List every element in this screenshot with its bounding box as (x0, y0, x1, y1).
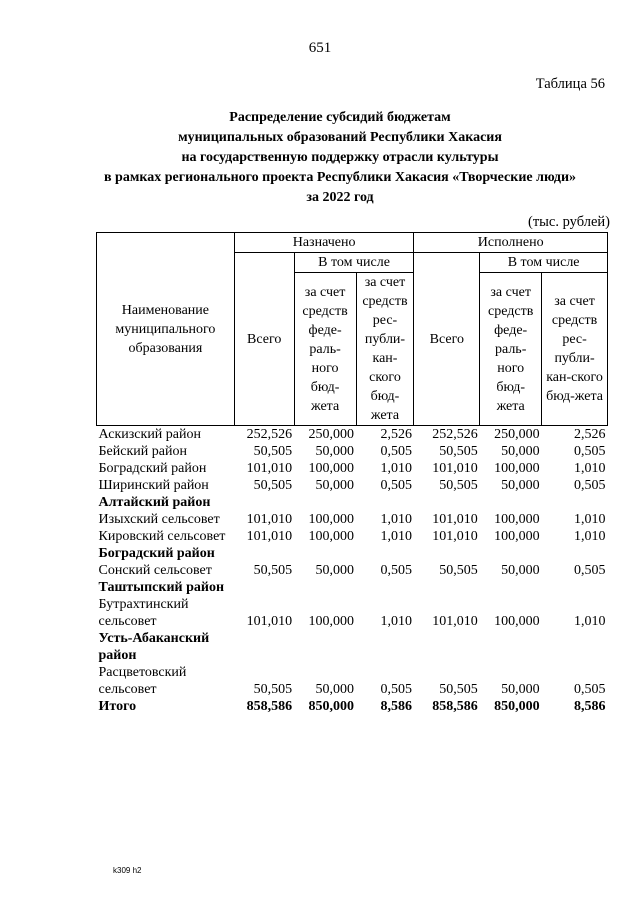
cell-empty (542, 494, 608, 511)
cell-e-rep: 8,586 (574, 699, 606, 714)
cell-a-rep: 2,526 (380, 427, 412, 442)
cell-e-rep: 0,505 (574, 563, 606, 578)
header-executed-including: В том числе (480, 253, 608, 273)
cell-name: Сонский сельсовет (98, 563, 212, 578)
cell-a-fed: 50,000 (315, 444, 355, 459)
cell-a-total: 858,586 (246, 699, 293, 714)
cell-a-rep: 0,505 (380, 478, 412, 493)
cell-empty (234, 545, 294, 562)
header-executed-federal: за счет средств феде-раль-ного бюд-жета (480, 273, 542, 426)
units-label: (тыс. рублей) (528, 214, 610, 230)
cell-e-fed: 50,000 (501, 478, 540, 493)
cell-empty (480, 579, 542, 596)
cell-empty (542, 545, 608, 562)
header-assigned-republic: за счет средств рес-публи-кан-ского бюд-жета (356, 273, 414, 426)
cell-name: Усть-Абаканский район (98, 631, 210, 663)
cell-a-total: 101,010 (246, 461, 293, 476)
cell-a-rep: 1,010 (380, 529, 412, 544)
cell-e-total: 101,010 (432, 529, 478, 544)
cell-e-total: 101,010 (432, 512, 478, 527)
cell-a-fed: 50,000 (315, 478, 355, 493)
cell-e-rep: 1,010 (574, 614, 606, 629)
cell-a-total: 50,505 (253, 444, 293, 459)
cell-name: Изыхский сельсовет (98, 512, 220, 527)
cell-a-total: 50,505 (253, 682, 293, 697)
header-assigned: Назначено (234, 233, 414, 253)
table-row (97, 426, 608, 444)
cell-e-rep: 0,505 (574, 682, 606, 697)
cell-a-rep: 1,010 (380, 614, 412, 629)
cell-empty (234, 579, 294, 596)
cell-a-total: 101,010 (246, 529, 293, 544)
cell-empty (356, 630, 414, 664)
cell-e-rep: 2,526 (574, 427, 606, 442)
cell-name: Аскизский район (98, 427, 201, 442)
cell-a-rep: 0,505 (380, 444, 412, 459)
cell-a-total: 101,010 (246, 512, 293, 527)
cell-a-total: 252,526 (246, 427, 293, 442)
group-row (97, 494, 608, 511)
cell-empty (234, 494, 294, 511)
header-name: Наименование муниципального образования (97, 233, 235, 426)
cell-a-fed: 250,000 (308, 427, 355, 442)
cell-name: Кировский сельсовет (98, 529, 226, 544)
cell-name: Бутрахтинский сельсовет (98, 597, 189, 629)
cell-e-total: 50,505 (439, 682, 478, 697)
cell-e-total: 50,505 (439, 563, 478, 578)
table-row (97, 460, 608, 477)
header-assigned-including: В том числе (294, 253, 414, 273)
title-line: муниципальных образований Республики Хакасия (178, 130, 502, 145)
cell-name: Бейский район (98, 444, 187, 459)
cell-e-total: 50,505 (439, 444, 478, 459)
title-line: Распределение субсидий бюджетам (229, 110, 451, 125)
cell-empty (414, 630, 480, 664)
cell-e-rep: 0,505 (574, 444, 606, 459)
total-row (97, 698, 608, 715)
cell-empty (294, 545, 356, 562)
cell-e-rep: 1,010 (574, 512, 606, 527)
table-row (97, 664, 608, 698)
cell-empty (356, 579, 414, 596)
table-row (97, 477, 608, 494)
header-assigned-total: Всего (234, 253, 294, 426)
cell-e-fed: 850,000 (494, 699, 540, 714)
table-row (97, 528, 608, 545)
cell-a-rep: 0,505 (380, 563, 412, 578)
cell-e-total: 858,586 (432, 699, 478, 714)
cell-e-total: 50,505 (439, 478, 478, 493)
cell-e-fed: 100,000 (494, 512, 540, 527)
table-row (97, 443, 608, 460)
title-line: за 2022 год (306, 190, 374, 205)
cell-e-total: 101,010 (432, 614, 478, 629)
cell-name: Ширинский район (98, 478, 209, 493)
group-row (97, 579, 608, 596)
title-line: на государственную поддержку отрасли культуры (181, 150, 499, 165)
cell-a-fed: 50,000 (315, 682, 355, 697)
cell-e-total: 252,526 (432, 427, 478, 442)
cell-e-total: 101,010 (432, 461, 478, 476)
cell-a-fed: 100,000 (308, 529, 355, 544)
title-line: в рамках регионального проекта Республики Хакасия «Творческие люди» (103, 170, 577, 185)
footer-code: k309 h2 (113, 866, 142, 875)
cell-empty (356, 494, 414, 511)
header-assigned-federal: за счет средств феде-раль-ного бюд-жета (294, 273, 356, 426)
cell-empty (414, 579, 480, 596)
group-row (97, 630, 608, 664)
cell-name: Итого (98, 699, 137, 714)
cell-a-total: 101,010 (246, 614, 293, 629)
cell-e-fed: 100,000 (494, 614, 540, 629)
cell-empty (480, 630, 542, 664)
cell-name: Расцветовский сельсовет (98, 665, 187, 697)
cell-e-fed: 100,000 (494, 529, 540, 544)
table-row (97, 562, 608, 579)
cell-e-fed: 50,000 (501, 444, 540, 459)
cell-a-fed: 100,000 (308, 461, 355, 476)
page-number: 651 (308, 40, 332, 56)
cell-a-fed: 100,000 (308, 512, 355, 527)
cell-name: Боградский район (98, 461, 207, 476)
cell-e-rep: 1,010 (574, 529, 606, 544)
cell-a-rep: 8,586 (380, 699, 412, 714)
cell-name: Алтайский район (98, 495, 211, 510)
cell-a-rep: 1,010 (380, 461, 412, 476)
cell-e-fed: 250,000 (494, 427, 540, 442)
cell-e-fed: 50,000 (501, 682, 540, 697)
cell-empty (294, 579, 356, 596)
cell-e-fed: 50,000 (501, 563, 540, 578)
group-row (97, 545, 608, 562)
cell-empty (294, 630, 356, 664)
table-label: Таблица 56 (535, 76, 605, 92)
cell-empty (294, 494, 356, 511)
header-executed-total: Всего (414, 253, 480, 426)
cell-a-total: 50,505 (253, 478, 293, 493)
subsidy-table (96, 232, 608, 715)
cell-empty (542, 579, 608, 596)
cell-a-fed: 100,000 (308, 614, 355, 629)
cell-a-fed: 50,000 (315, 563, 355, 578)
table-row (97, 596, 608, 630)
cell-a-rep: 1,010 (380, 512, 412, 527)
cell-e-rep: 0,505 (574, 478, 606, 493)
header-executed-republic: за счет средств рес-публи-кан-ского бюд-жета (542, 273, 608, 426)
document-title (60, 108, 620, 208)
cell-e-fed: 100,000 (494, 461, 540, 476)
cell-empty (480, 494, 542, 511)
cell-empty (414, 545, 480, 562)
header-executed: Исполнено (414, 233, 608, 253)
cell-a-rep: 0,505 (380, 682, 412, 697)
cell-empty (356, 545, 414, 562)
cell-empty (480, 545, 542, 562)
cell-name: Таштыпский район (98, 580, 225, 595)
table-body (97, 426, 608, 716)
cell-a-fed: 850,000 (308, 699, 355, 714)
table-row (97, 511, 608, 528)
cell-empty (414, 494, 480, 511)
cell-a-total: 50,505 (253, 563, 293, 578)
cell-empty (234, 630, 294, 664)
cell-name: Боградский район (98, 546, 215, 561)
cell-empty (542, 630, 608, 664)
cell-e-rep: 1,010 (574, 461, 606, 476)
